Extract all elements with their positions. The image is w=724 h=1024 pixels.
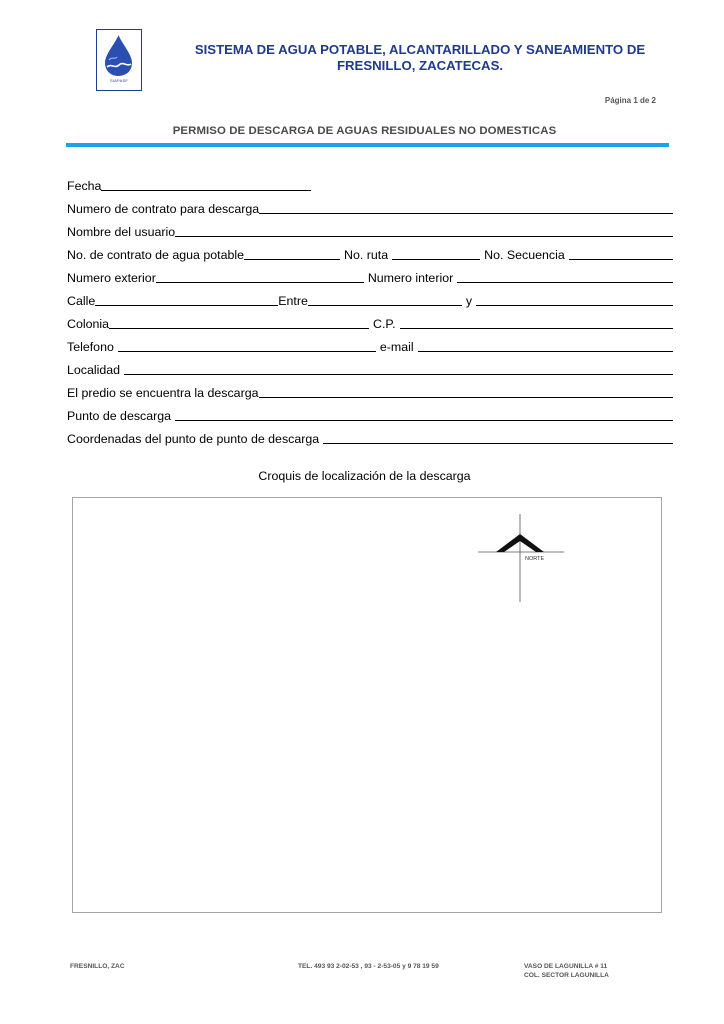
row-contrato-agua	[67, 239, 673, 262]
ruta-field[interactable]	[392, 248, 480, 260]
page-number: Página 1 de 2	[604, 96, 656, 105]
contrato-agua-field[interactable]	[244, 248, 340, 260]
num-exterior-label: Numero exterior	[67, 271, 156, 285]
colonia-field[interactable]	[109, 317, 369, 329]
colonia-label: Colonia	[67, 317, 110, 331]
email-field[interactable]	[418, 340, 673, 352]
row-fecha	[67, 170, 673, 193]
telefono-label: Telefono	[67, 340, 114, 354]
header-title	[178, 42, 662, 74]
y-field[interactable]	[476, 294, 673, 306]
num-interior-label: Numero interior	[367, 271, 454, 285]
localidad-field[interactable]	[124, 363, 673, 375]
localidad-label: Localidad	[67, 363, 121, 377]
north-arrow-icon	[478, 514, 568, 604]
north-label: NORTE	[525, 556, 545, 562]
ruta-label: No. ruta	[344, 248, 389, 262]
cp-label: C.P.	[373, 317, 396, 331]
row-punto	[67, 400, 673, 423]
num-exterior-field[interactable]	[156, 271, 364, 283]
croquis-drawing-area[interactable]	[72, 497, 662, 913]
row-telefono	[67, 331, 673, 354]
row-colonia	[67, 308, 673, 331]
calle-label: Calle	[67, 294, 96, 308]
contrato-agua-label: No. de contrato de agua potable	[67, 248, 245, 262]
row-calle	[67, 285, 673, 308]
entre-field[interactable]	[308, 294, 462, 306]
punto-field[interactable]	[175, 409, 673, 421]
telefono-field[interactable]	[118, 340, 376, 352]
title-divider	[66, 143, 669, 147]
fecha-field[interactable]	[101, 179, 311, 191]
row-contrato-descarga	[67, 193, 673, 216]
contrato-descarga-field[interactable]	[259, 202, 673, 214]
header-title-line-2: FRESNILLO, ZACATECAS.	[336, 58, 504, 73]
document-title: PERMISO DE DESCARGA DE AGUAS RESIDUALES NO DOMESTICAS	[172, 125, 557, 137]
entre-label: Entre	[278, 294, 308, 308]
row-localidad	[67, 354, 673, 377]
nombre-usuario-field[interactable]	[175, 225, 673, 237]
contrato-descarga-label: Numero de contrato para descarga	[67, 202, 260, 216]
permit-form	[67, 170, 673, 446]
predio-label: El predio se encuentra la descarga	[67, 386, 259, 400]
croquis-title: Croquis de localización de la descarga	[258, 469, 471, 483]
coordenadas-label: Coordenadas del punto de punto de descarga	[67, 432, 320, 446]
coordenadas-field[interactable]	[323, 432, 673, 444]
fecha-label: Fecha	[67, 179, 102, 193]
y-label: y	[465, 294, 473, 308]
predio-field[interactable]	[259, 386, 674, 398]
row-predio	[67, 377, 673, 400]
punto-label: Punto de descarga	[67, 409, 172, 423]
num-interior-field[interactable]	[457, 271, 673, 283]
footer-city: FRESNILLO, ZAC	[70, 963, 125, 970]
secuencia-label: No. Secuencia	[484, 248, 565, 262]
footer-address-line-2: COL. SECTOR LAGUNILLA	[524, 972, 609, 979]
row-numeros	[67, 262, 673, 285]
footer-address	[524, 962, 609, 980]
logo-text: SIAPASF	[110, 78, 128, 83]
calle-field[interactable]	[95, 294, 278, 306]
secuencia-field[interactable]	[569, 248, 673, 260]
row-coordenadas	[67, 423, 673, 446]
footer-phone: TEL. 493 93 2-02-53 , 93 - 2-53-05 y 9 78 19 59	[298, 963, 439, 970]
header-title-line-1: SISTEMA DE AGUA POTABLE, ALCANTARILLADO Y SANEAMIENTO DE	[194, 42, 646, 57]
siapasf-logo	[96, 29, 142, 91]
email-label: e-mail	[379, 340, 414, 354]
footer-address-line-1: VASO DE LAGUNILLA # 11	[524, 963, 608, 970]
cp-field[interactable]	[400, 317, 673, 329]
nombre-usuario-label: Nombre del usuario	[67, 225, 176, 239]
row-nombre-usuario	[67, 216, 673, 239]
